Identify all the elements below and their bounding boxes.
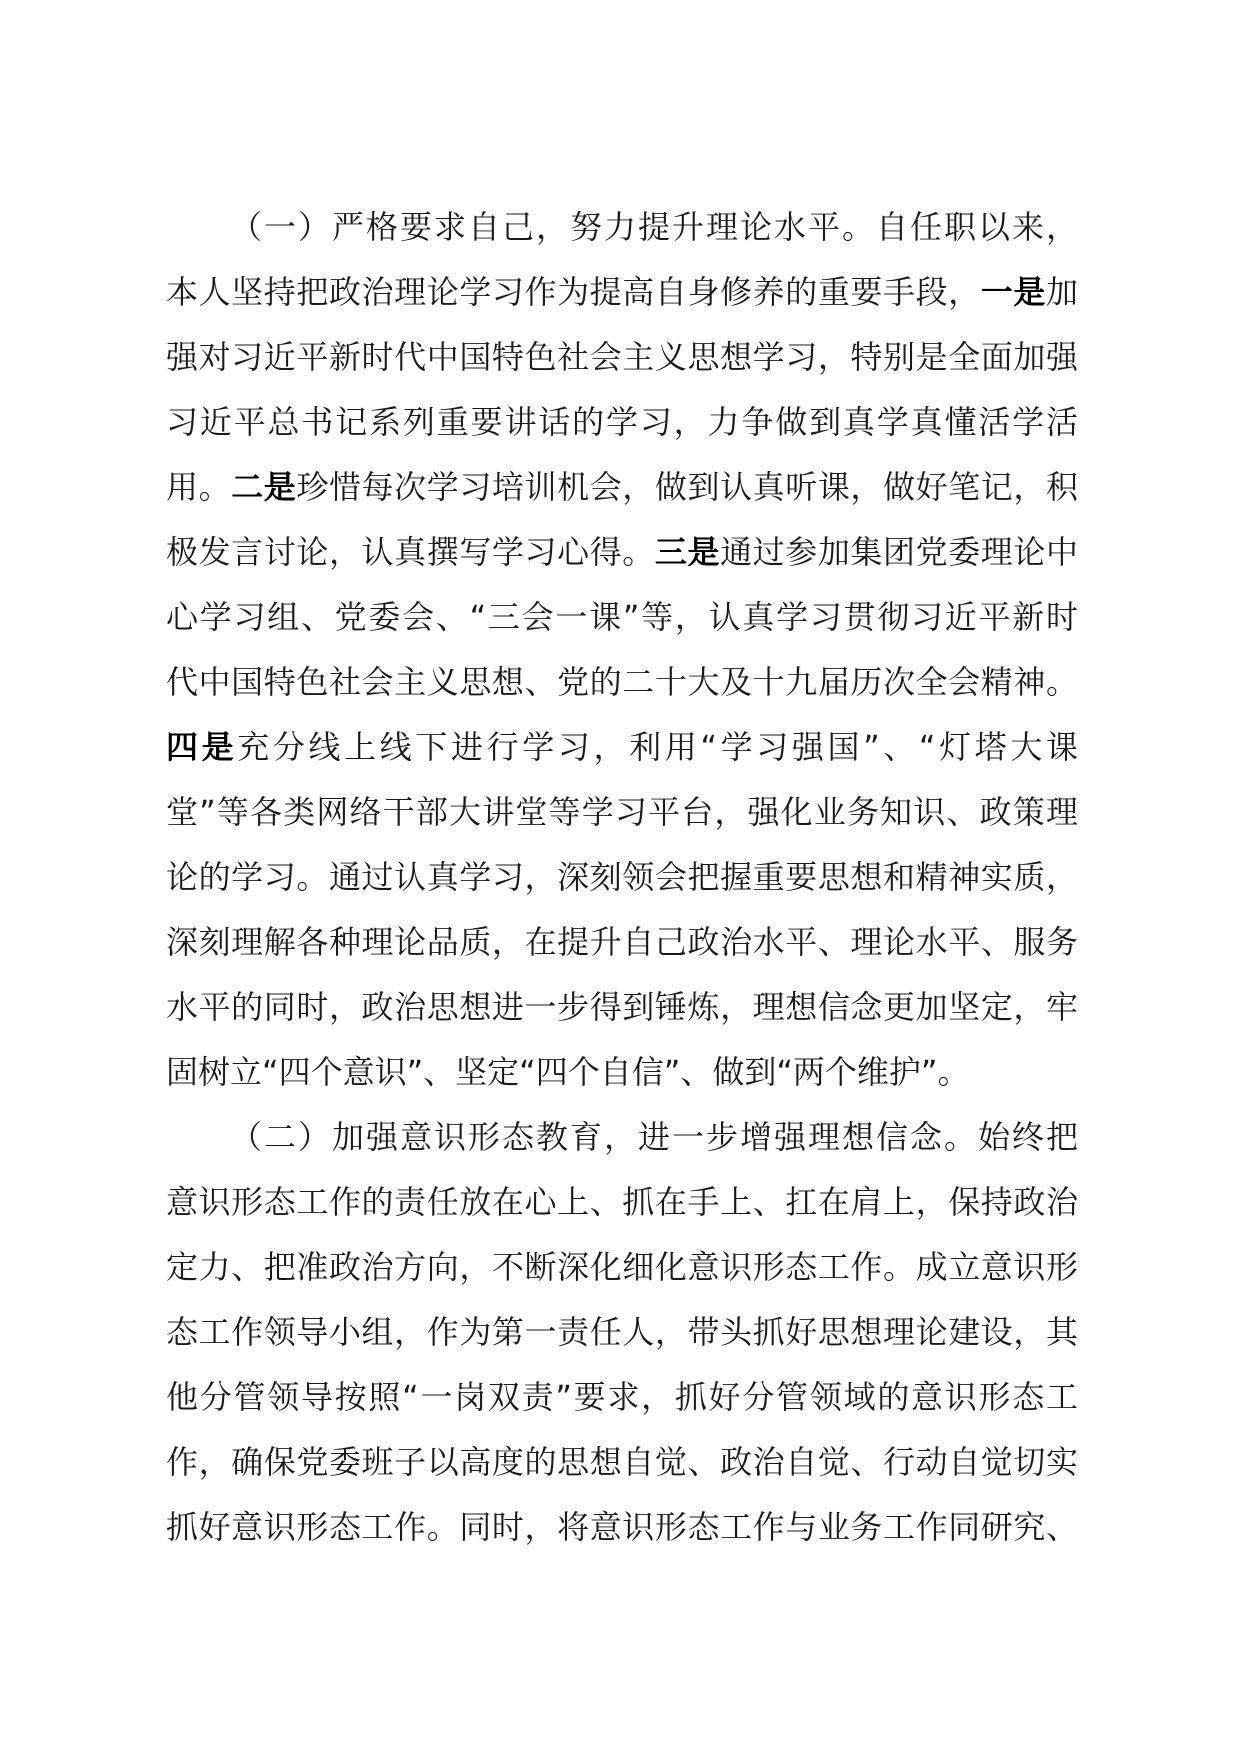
text-line [166,1495,1078,1560]
text-run: 心学习组、党委会、“三会一课”等，认真学习贯彻习近平新时 [166,598,1078,636]
text-line [166,1235,1078,1300]
text-run: 水平的同时，政治思想进一步得到锤炼，理想信念更加坚定，牢 [166,988,1078,1026]
text-line [166,325,1078,390]
text-line [166,1170,1078,1235]
text-line [166,845,1078,910]
text-line [166,585,1078,650]
text-run: 珍惜每次学习培训机会，做到认真听课，做好笔记，积 [296,468,1078,506]
text-run: 极发言讨论，认真撰写学习心得。 [166,533,655,571]
text-line [166,1105,1078,1170]
text-run: 论的学习。通过认真学习，深刻领会把握重要思想和精神实质， [166,858,1078,896]
text-run: 习近平总书记系列重要讲话的学习，力争做到真学真懂活学活 [166,403,1078,441]
text-run: 抓好意识形态工作。同时，将意识形态工作与业务工作同研究、 [166,1508,1078,1546]
text-run: （二）加强意识形态教育，进一步增强理想信念。始终把 [230,1118,1078,1156]
text-run: 固树立“四个意识”、坚定“四个自信”、做到“两个维护”。 [166,1053,970,1091]
text-run: 他分管领导按照“一岗双责”要求，抓好分管领域的意识形态工 [166,1378,1078,1416]
text-line [166,195,1078,260]
text-run: 作，确保党委班子以高度的思想自觉、政治自觉、行动自觉切实 [166,1443,1078,1481]
text-line [166,390,1078,455]
bold-label: 二是 [231,468,297,506]
text-line [166,1300,1078,1365]
bold-label: 一是 [980,273,1046,311]
bold-label: 四是 [166,728,238,766]
text-run: 深刻理解各种理论品质，在提升自己政治水平、理论水平、服务 [166,923,1078,961]
text-run: 本人坚持把政治理论学习作为提高自身修养的重要手段， [166,273,981,311]
text-run: （一）严格要求自己，努力提升理论水平。自任职以来， [230,208,1078,246]
text-line [166,975,1078,1040]
text-line [166,455,1078,520]
text-run: 态工作领导小组，作为第一责任人，带头抓好思想理论建设，其 [166,1313,1078,1351]
document-body [166,195,1078,1560]
text-line [166,910,1078,975]
bold-label: 三是 [654,533,721,571]
text-run: 加 [1045,273,1078,311]
text-run: 通过参加集团党委理论中 [720,533,1078,571]
text-line [166,1040,1078,1105]
text-run: 堂”等各类网络干部大讲堂等学习平台，强化业务知识、政策理 [166,793,1078,831]
text-run: 强对习近平新时代中国特色社会主义思想学习，特别是全面加强 [166,338,1078,376]
text-line [166,715,1078,780]
text-run: 意识形态工作的责任放在心上、抓在手上、扛在肩上，保持政治 [166,1183,1078,1221]
text-run: 代中国特色社会主义思想、党的二十大及十九届历次全会精神。 [166,663,1078,701]
text-line [166,780,1078,845]
text-run: 定力、把准政治方向，不断深化细化意识形态工作。成立意识形 [166,1248,1078,1286]
text-line [166,260,1078,325]
text-line [166,650,1078,715]
text-run: 充分线上线下进行学习，利用“学习强国”、“灯塔大课 [237,728,1078,766]
text-run: 用。 [166,468,232,506]
text-line [166,1365,1078,1430]
text-line [166,1430,1078,1495]
text-line [166,520,1078,585]
